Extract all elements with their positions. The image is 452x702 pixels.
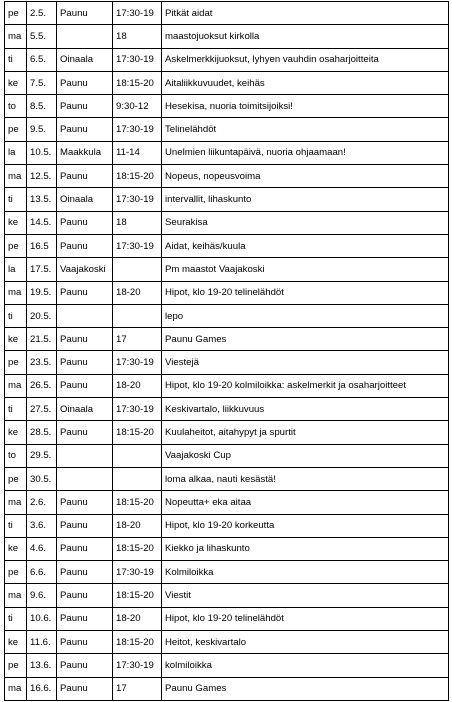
place-cell: Paunu (57, 654, 113, 677)
date-cell: 28.5. (27, 421, 57, 444)
time-cell: 17:30-19 (113, 654, 162, 677)
place-cell: Oinaala (57, 398, 113, 421)
date-cell: 20.5. (27, 304, 57, 327)
place-cell: Paunu (57, 607, 113, 630)
description-cell: Hipot, klo 19-20 korkeutta (162, 514, 449, 537)
time-cell: 17:30-19 (113, 118, 162, 141)
date-cell: 7.5. (27, 71, 57, 94)
date-cell: 16.5 (27, 234, 57, 257)
table-row (5, 561, 449, 584)
day-cell: pe (5, 234, 27, 257)
time-cell (113, 444, 162, 467)
day-cell: to (5, 95, 27, 118)
time-cell: 18 (113, 211, 162, 234)
description-cell: Askelmerkkijuoksut, lyhyen vauhdin osaharjoitteita (162, 48, 449, 71)
place-cell: Paunu (57, 421, 113, 444)
date-cell: 6.6. (27, 561, 57, 584)
place-cell: Maakkula (57, 141, 113, 164)
day-cell: ma (5, 677, 27, 700)
table-row (5, 165, 449, 188)
place-cell: Paunu (57, 351, 113, 374)
table-row (5, 2, 449, 25)
date-cell: 8.5. (27, 95, 57, 118)
place-cell: Paunu (57, 677, 113, 700)
description-cell: Hipot, klo 19-20 telinelähdöt (162, 281, 449, 304)
table-row (5, 71, 449, 94)
day-cell: ma (5, 281, 27, 304)
date-cell: 6.5. (27, 48, 57, 71)
table-row (5, 281, 449, 304)
time-cell: 17 (113, 328, 162, 351)
day-cell: pe (5, 2, 27, 25)
schedule-table-body (5, 2, 449, 701)
date-cell: 16.6. (27, 677, 57, 700)
table-row (5, 258, 449, 281)
table-row (5, 491, 449, 514)
table-row (5, 467, 449, 490)
table-row (5, 141, 449, 164)
description-cell: Hipot, klo 19-20 telinelähdöt (162, 607, 449, 630)
description-cell: Kolmiloikka (162, 561, 449, 584)
table-row (5, 421, 449, 444)
day-cell: ke (5, 421, 27, 444)
table-row (5, 48, 449, 71)
place-cell: Paunu (57, 561, 113, 584)
time-cell: 17:30-19 (113, 234, 162, 257)
date-cell: 21.5. (27, 328, 57, 351)
day-cell: ma (5, 374, 27, 397)
description-cell: Pm maastot Vaajakoski (162, 258, 449, 281)
description-cell: loma alkaa, nauti kesästä! (162, 467, 449, 490)
day-cell: ti (5, 607, 27, 630)
day-cell: ke (5, 71, 27, 94)
time-cell: 17:30-19 (113, 2, 162, 25)
time-cell: 17:30-19 (113, 48, 162, 71)
date-cell: 17.5. (27, 258, 57, 281)
place-cell: Paunu (57, 537, 113, 560)
training-schedule-table (4, 1, 449, 701)
description-cell: Viestit (162, 584, 449, 607)
date-cell: 13.5. (27, 188, 57, 211)
time-cell: 18:15-20 (113, 631, 162, 654)
day-cell: ma (5, 25, 27, 48)
time-cell: 18-20 (113, 514, 162, 537)
day-cell: ti (5, 304, 27, 327)
date-cell: 26.5. (27, 374, 57, 397)
date-cell: 10.6. (27, 607, 57, 630)
place-cell (57, 25, 113, 48)
table-row (5, 607, 449, 630)
time-cell: 18:15-20 (113, 537, 162, 560)
table-row (5, 677, 449, 700)
description-cell: Viestejä (162, 351, 449, 374)
day-cell: ti (5, 188, 27, 211)
date-cell: 30.5. (27, 467, 57, 490)
day-cell: ke (5, 631, 27, 654)
place-cell: Paunu (57, 514, 113, 537)
description-cell: Unelmien liikuntapäivä, nuoria ohjaamaan! (162, 141, 449, 164)
table-row (5, 444, 449, 467)
place-cell: Paunu (57, 2, 113, 25)
place-cell: Paunu (57, 165, 113, 188)
date-cell: 4.6. (27, 537, 57, 560)
place-cell: Paunu (57, 118, 113, 141)
date-cell: 2.5. (27, 2, 57, 25)
description-cell: Kiekko ja lihaskunto (162, 537, 449, 560)
date-cell: 12.5. (27, 165, 57, 188)
description-cell: Hipot, klo 19-20 kolmiloikka: askelmerkit ja osaharjoitteet (162, 374, 449, 397)
description-cell: Hesekisa, nuoria toimitsijoiksi! (162, 95, 449, 118)
day-cell: la (5, 258, 27, 281)
date-cell: 23.5. (27, 351, 57, 374)
time-cell: 18:15-20 (113, 421, 162, 444)
place-cell: Vaajakoski (57, 258, 113, 281)
day-cell: ma (5, 165, 27, 188)
place-cell: Oinaala (57, 48, 113, 71)
day-cell: to (5, 444, 27, 467)
date-cell: 13.6. (27, 654, 57, 677)
time-cell: 17:30-19 (113, 188, 162, 211)
table-row (5, 211, 449, 234)
place-cell: Paunu (57, 584, 113, 607)
time-cell: 17:30-19 (113, 351, 162, 374)
time-cell: 18-20 (113, 374, 162, 397)
time-cell: 18:15-20 (113, 491, 162, 514)
table-row (5, 188, 449, 211)
table-row (5, 234, 449, 257)
time-cell (113, 304, 162, 327)
table-row (5, 95, 449, 118)
table-row (5, 304, 449, 327)
description-cell: Aidat, keihäs/kuula (162, 234, 449, 257)
time-cell: 17:30-19 (113, 561, 162, 584)
day-cell: ma (5, 491, 27, 514)
place-cell: Paunu (57, 631, 113, 654)
table-row (5, 25, 449, 48)
day-cell: pe (5, 654, 27, 677)
place-cell: Paunu (57, 491, 113, 514)
place-cell: Paunu (57, 374, 113, 397)
time-cell: 18:15-20 (113, 71, 162, 94)
description-cell: kolmiloikka (162, 654, 449, 677)
description-cell: Nopeutta+ eka aitaa (162, 491, 449, 514)
day-cell: la (5, 141, 27, 164)
date-cell: 29.5. (27, 444, 57, 467)
time-cell: 17:30-19 (113, 398, 162, 421)
date-cell: 9.6. (27, 584, 57, 607)
time-cell: 18:15-20 (113, 165, 162, 188)
day-cell: ti (5, 398, 27, 421)
description-cell: Telinelähdöt (162, 118, 449, 141)
description-cell: Keskivartalo, liikkuvuus (162, 398, 449, 421)
description-cell: Nopeus, nopeusvoima (162, 165, 449, 188)
time-cell: 18:15-20 (113, 584, 162, 607)
description-cell: Kuulaheitot, aitahypyt ja spurtit (162, 421, 449, 444)
place-cell: Paunu (57, 211, 113, 234)
time-cell: 17 (113, 677, 162, 700)
description-cell: Aitaliikkuvuudet, keihäs (162, 71, 449, 94)
time-cell (113, 258, 162, 281)
description-cell: Seurakisa (162, 211, 449, 234)
table-row (5, 328, 449, 351)
date-cell: 5.5. (27, 25, 57, 48)
time-cell: 18-20 (113, 607, 162, 630)
date-cell: 11.6. (27, 631, 57, 654)
place-cell (57, 444, 113, 467)
place-cell: Paunu (57, 95, 113, 118)
time-cell: 11-14 (113, 141, 162, 164)
description-cell: Pitkät aidat (162, 2, 449, 25)
description-cell: Paunu Games (162, 677, 449, 700)
table-row (5, 398, 449, 421)
description-cell: Heitot, keskivartalo (162, 631, 449, 654)
place-cell (57, 467, 113, 490)
day-cell: pe (5, 561, 27, 584)
day-cell: ti (5, 514, 27, 537)
description-cell: Vaajakoski Cup (162, 444, 449, 467)
day-cell: ti (5, 48, 27, 71)
table-row (5, 537, 449, 560)
place-cell: Oinaala (57, 188, 113, 211)
day-cell: pe (5, 351, 27, 374)
date-cell: 2.6. (27, 491, 57, 514)
place-cell (57, 304, 113, 327)
date-cell: 10.5. (27, 141, 57, 164)
table-row (5, 631, 449, 654)
place-cell: Paunu (57, 234, 113, 257)
time-cell: 18 (113, 25, 162, 48)
description-cell: maastojuoksut kirkolla (162, 25, 449, 48)
description-cell: Paunu Games (162, 328, 449, 351)
description-cell: lepo (162, 304, 449, 327)
day-cell: ke (5, 328, 27, 351)
day-cell: ma (5, 584, 27, 607)
place-cell: Paunu (57, 281, 113, 304)
table-row (5, 118, 449, 141)
place-cell: Paunu (57, 71, 113, 94)
description-cell: intervallit, lihaskunto (162, 188, 449, 211)
date-cell: 19.5. (27, 281, 57, 304)
date-cell: 14.5. (27, 211, 57, 234)
table-row (5, 584, 449, 607)
day-cell: pe (5, 118, 27, 141)
date-cell: 27.5. (27, 398, 57, 421)
day-cell: ke (5, 211, 27, 234)
time-cell: 18-20 (113, 281, 162, 304)
place-cell: Paunu (57, 328, 113, 351)
table-row (5, 351, 449, 374)
date-cell: 9.5. (27, 118, 57, 141)
day-cell: pe (5, 467, 27, 490)
time-cell (113, 467, 162, 490)
table-row (5, 654, 449, 677)
day-cell: ke (5, 537, 27, 560)
table-row (5, 514, 449, 537)
date-cell: 3.6. (27, 514, 57, 537)
table-row (5, 374, 449, 397)
schedule-document (4, 1, 448, 701)
time-cell: 9:30-12 (113, 95, 162, 118)
